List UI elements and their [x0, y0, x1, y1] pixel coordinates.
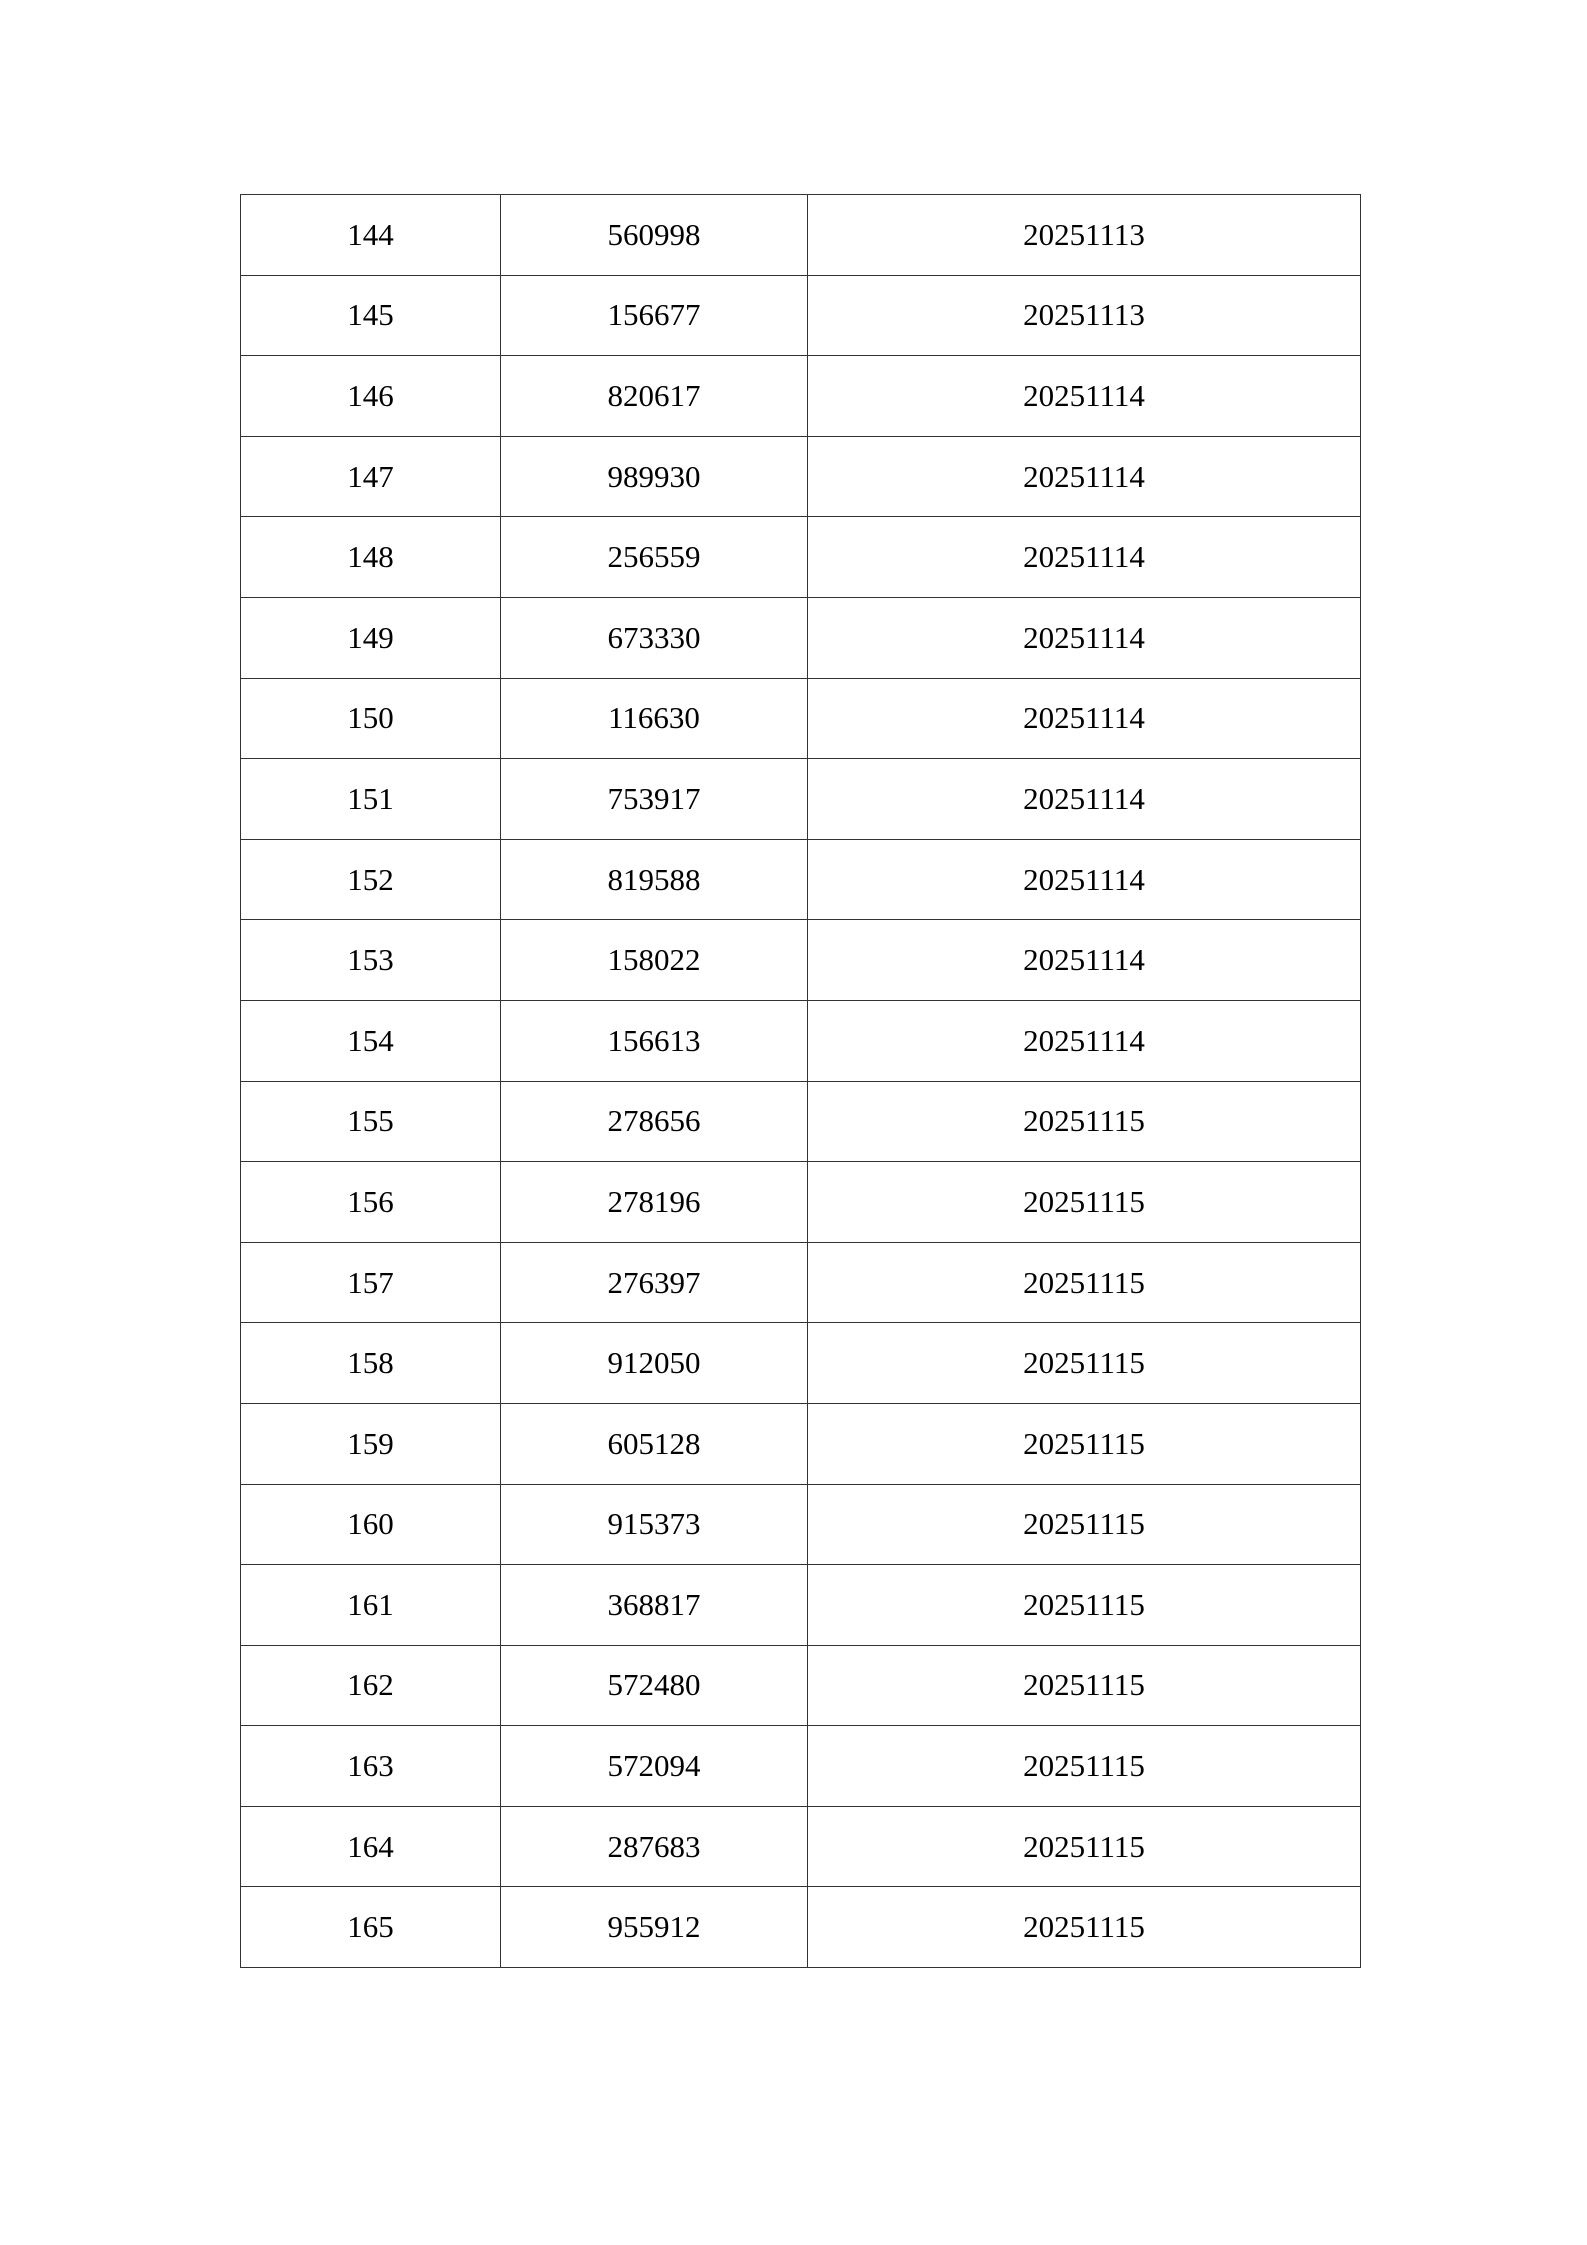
- code-cell: 278196: [501, 1162, 808, 1243]
- table-row: [241, 678, 1361, 759]
- code-cell: 955912: [501, 1887, 808, 1968]
- date-cell: 20251113: [808, 195, 1361, 276]
- table-row: [241, 1887, 1361, 1968]
- table-row: [241, 1000, 1361, 1081]
- row-number-cell: 144: [241, 195, 501, 276]
- row-number-cell: 164: [241, 1806, 501, 1887]
- table-body: [241, 195, 1361, 1968]
- code-cell: 989930: [501, 436, 808, 517]
- table-row: [241, 1565, 1361, 1646]
- table-row: [241, 1806, 1361, 1887]
- row-number-cell: 152: [241, 839, 501, 920]
- table-row: [241, 1484, 1361, 1565]
- date-cell: 20251114: [808, 356, 1361, 437]
- date-cell: 20251115: [808, 1645, 1361, 1726]
- code-cell: 560998: [501, 195, 808, 276]
- code-cell: 912050: [501, 1323, 808, 1404]
- row-number-cell: 158: [241, 1323, 501, 1404]
- row-number-cell: 147: [241, 436, 501, 517]
- code-cell: 915373: [501, 1484, 808, 1565]
- date-cell: 20251114: [808, 759, 1361, 840]
- date-cell: 20251115: [808, 1887, 1361, 1968]
- table-row: [241, 1403, 1361, 1484]
- date-cell: 20251115: [808, 1484, 1361, 1565]
- code-cell: 276397: [501, 1242, 808, 1323]
- date-cell: 20251114: [808, 436, 1361, 517]
- table-row: [241, 1081, 1361, 1162]
- code-cell: 368817: [501, 1565, 808, 1646]
- row-number-cell: 145: [241, 275, 501, 356]
- row-number-cell: 153: [241, 920, 501, 1001]
- code-cell: 287683: [501, 1806, 808, 1887]
- row-number-cell: 154: [241, 1000, 501, 1081]
- row-number-cell: 161: [241, 1565, 501, 1646]
- date-cell: 20251114: [808, 1000, 1361, 1081]
- table-row: [241, 1645, 1361, 1726]
- date-cell: 20251115: [808, 1162, 1361, 1243]
- code-cell: 158022: [501, 920, 808, 1001]
- row-number-cell: 146: [241, 356, 501, 437]
- data-table: [240, 194, 1361, 1968]
- date-cell: 20251113: [808, 275, 1361, 356]
- date-cell: 20251115: [808, 1081, 1361, 1162]
- table-row: [241, 920, 1361, 1001]
- table-row: [241, 1242, 1361, 1323]
- code-cell: 156677: [501, 275, 808, 356]
- row-number-cell: 157: [241, 1242, 501, 1323]
- date-cell: 20251115: [808, 1806, 1361, 1887]
- table-row: [241, 1726, 1361, 1807]
- date-cell: 20251115: [808, 1565, 1361, 1646]
- code-cell: 256559: [501, 517, 808, 598]
- code-cell: 820617: [501, 356, 808, 437]
- row-number-cell: 151: [241, 759, 501, 840]
- table-row: [241, 759, 1361, 840]
- row-number-cell: 163: [241, 1726, 501, 1807]
- date-cell: 20251114: [808, 678, 1361, 759]
- row-number-cell: 155: [241, 1081, 501, 1162]
- row-number-cell: 159: [241, 1403, 501, 1484]
- row-number-cell: 156: [241, 1162, 501, 1243]
- code-cell: 116630: [501, 678, 808, 759]
- date-cell: 20251114: [808, 597, 1361, 678]
- code-cell: 572094: [501, 1726, 808, 1807]
- code-cell: 156613: [501, 1000, 808, 1081]
- table-row: [241, 195, 1361, 276]
- date-cell: 20251115: [808, 1323, 1361, 1404]
- date-cell: 20251114: [808, 839, 1361, 920]
- table-row: [241, 1162, 1361, 1243]
- code-cell: 572480: [501, 1645, 808, 1726]
- table-row: [241, 356, 1361, 437]
- table-row: [241, 597, 1361, 678]
- code-cell: 819588: [501, 839, 808, 920]
- row-number-cell: 160: [241, 1484, 501, 1565]
- table-row: [241, 839, 1361, 920]
- row-number-cell: 165: [241, 1887, 501, 1968]
- row-number-cell: 149: [241, 597, 501, 678]
- row-number-cell: 162: [241, 1645, 501, 1726]
- date-cell: 20251115: [808, 1242, 1361, 1323]
- code-cell: 753917: [501, 759, 808, 840]
- date-cell: 20251115: [808, 1726, 1361, 1807]
- row-number-cell: 148: [241, 517, 501, 598]
- table-row: [241, 1323, 1361, 1404]
- table-row: [241, 436, 1361, 517]
- code-cell: 673330: [501, 597, 808, 678]
- code-cell: 278656: [501, 1081, 808, 1162]
- row-number-cell: 150: [241, 678, 501, 759]
- table-row: [241, 275, 1361, 356]
- date-cell: 20251114: [808, 920, 1361, 1001]
- date-cell: 20251115: [808, 1403, 1361, 1484]
- table-row: [241, 517, 1361, 598]
- date-cell: 20251114: [808, 517, 1361, 598]
- code-cell: 605128: [501, 1403, 808, 1484]
